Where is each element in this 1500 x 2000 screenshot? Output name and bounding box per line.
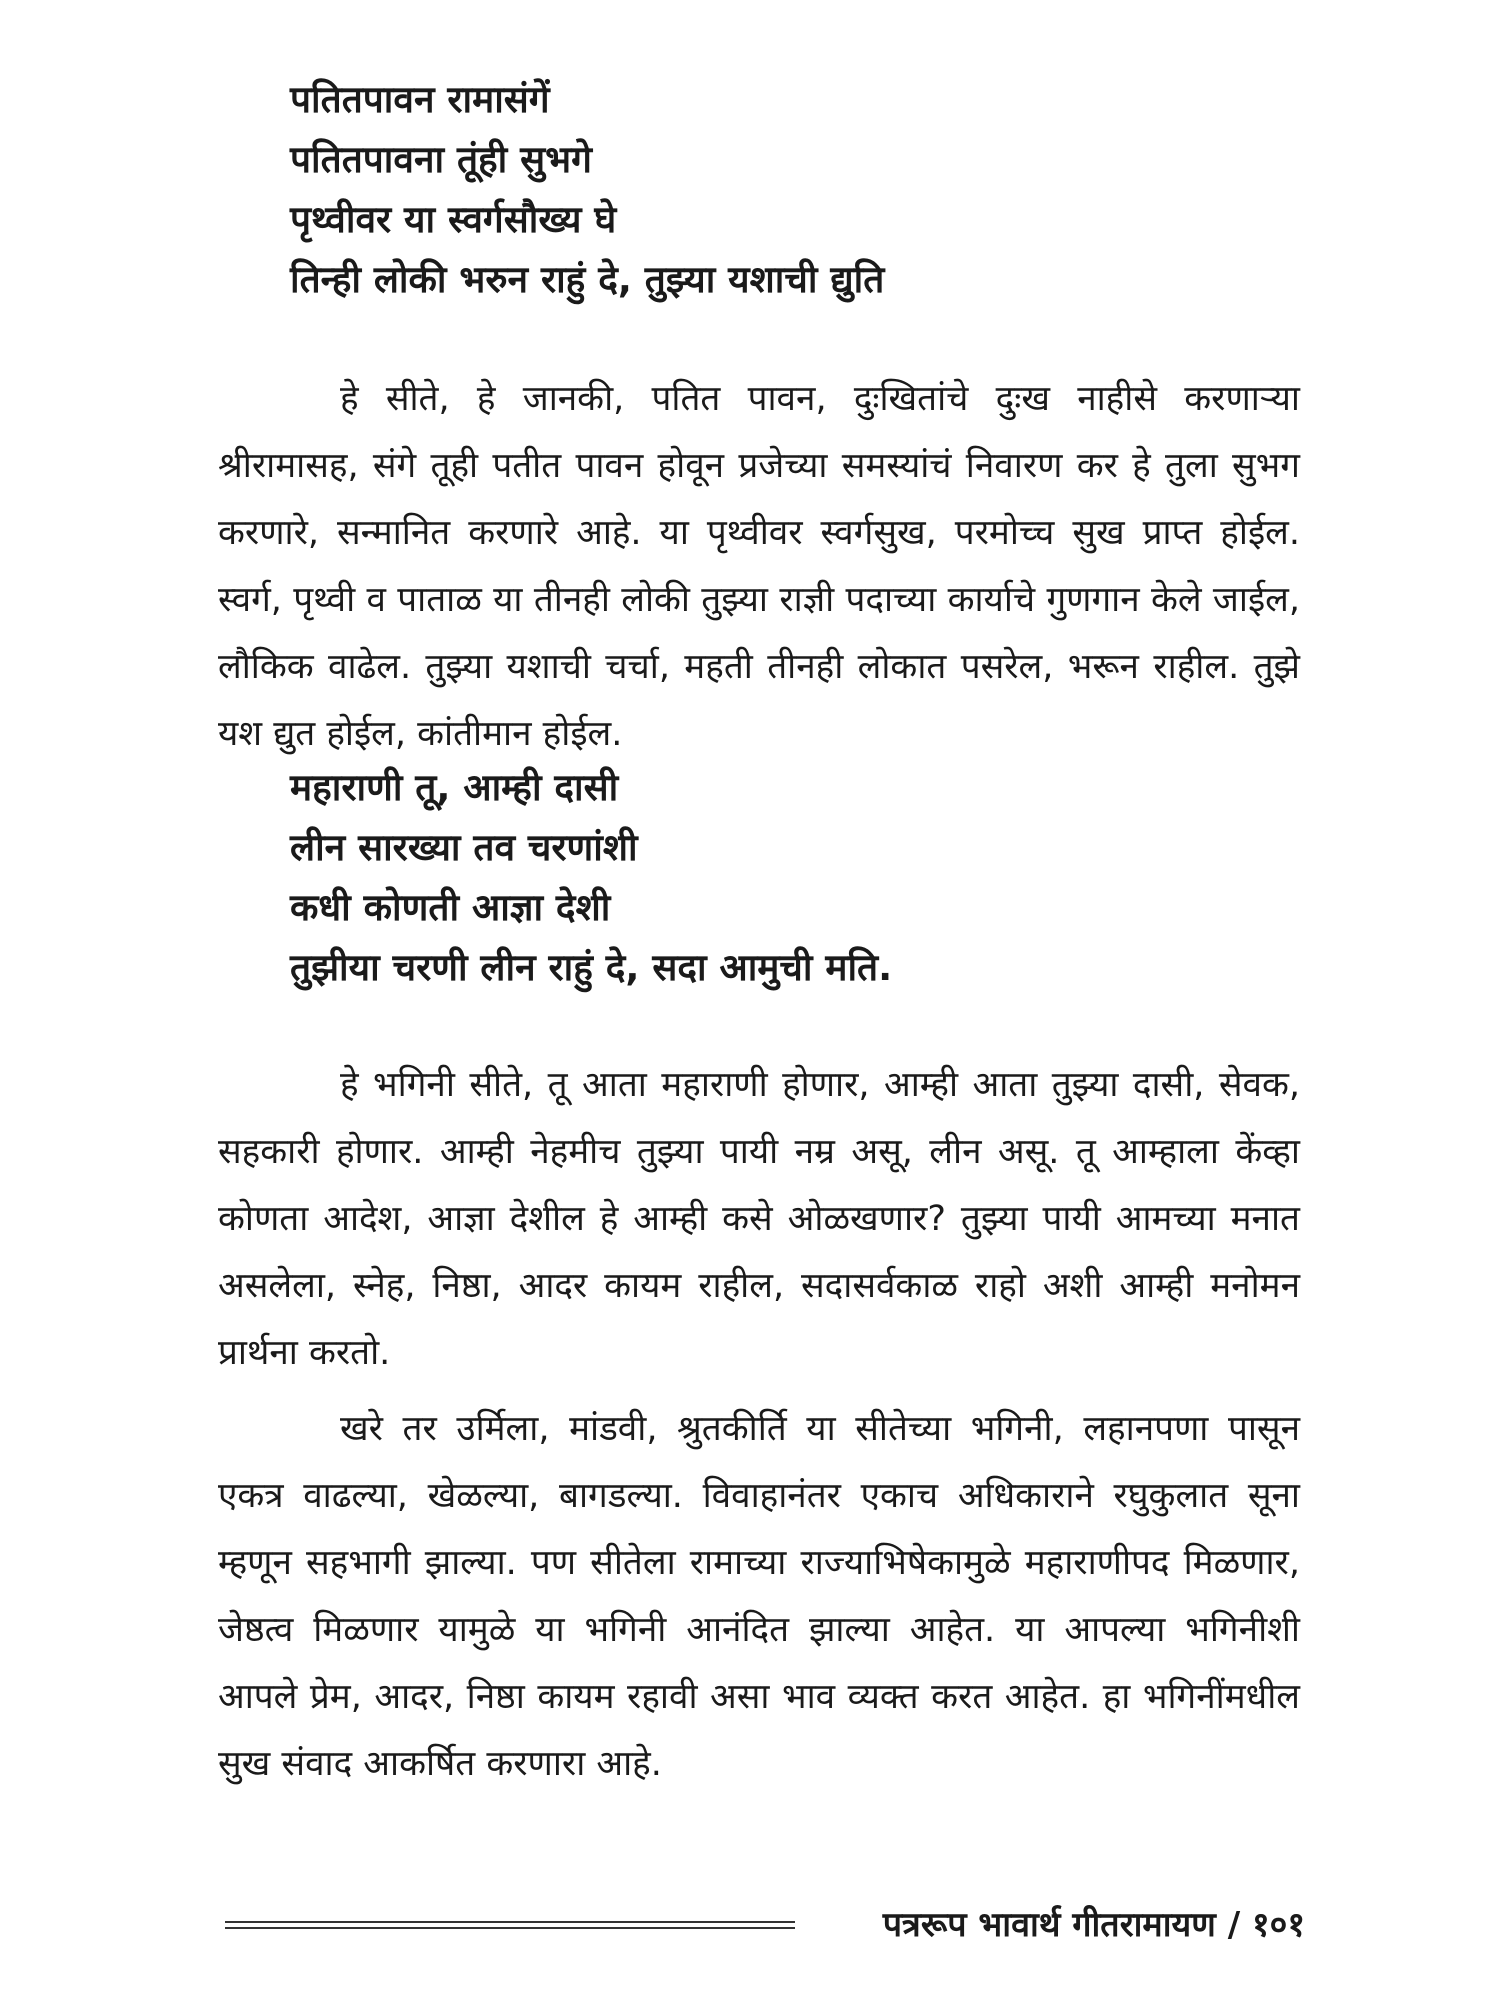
verse-stanza-2 [290, 758, 892, 998]
verse-line: महाराणी तू, आम्ही दासी [290, 766, 619, 809]
verse-line: कधी कोणती आज्ञा देशी [290, 886, 611, 929]
verse-line: तिन्ही लोकी भरुन राहुं दे, तुझ्या यशाची द्युति [290, 258, 885, 301]
commentary-paragraph-3: खरे तर उर्मिला, मांडवी, श्रुतकीर्ति या सीतेच्या भगिनी, लहानपणा पासून एकत्र वाढल्या, खेळल्या, बागडल्या. विवाहानंतर एकाच अधिकाराने रघुकुलात सूना म्हणून सहभागी झाल्या. पण सीतेला रामाच्या राज्याभिषेकामुळे महाराणीपद मिळणार, जेष्ठत्व मिळणार यामुळे या भगिनी आनंदित झाल्या आहेत. या आपल्या भगिनीशी आपले प्रेम, आदर, निष्ठा कायम रहावी असा भाव व्यक्त करत आहेत. हा भगिनींमधील सुख संवाद आकर्षित करणारा आहे. [218, 1409, 1300, 1784]
verse-line: पतितपावना तूंही सुभगे [290, 138, 593, 181]
verse-line: तुझीया चरणी लीन राहुं दे, सदा आमुची मति. [290, 946, 893, 989]
footer-separator: / [1227, 1905, 1241, 1945]
commentary-paragraph-2: हे भगिनी सीते, तू आता महाराणी होणार, आम्ही आता तुझ्या दासी, सेवक, सहकारी होणार. आम्ही नेहमीच तुझ्या पायी नम्र असू, लीन असू. तू आम्हाला केंव्हा कोणता आदेश, आज्ञा देशील हे आम्ही कसे ओळखणार? तुझ्या पायी आमच्या मनात असलेला, स्नेह, निष्ठा, आदर कायम राहील, सदासर्वकाळ राहो अशी आम्ही मनोमन प्रार्थना करतो. [218, 1065, 1300, 1373]
page-number: १०१ [1251, 1905, 1305, 1945]
verse-line: लीन सारख्या तव चरणांशी [290, 826, 638, 869]
page-footer [225, 1900, 1305, 1950]
commentary-paragraph-1: हे सीते, हे जानकी, पतित पावन, दुःखितांचे दुःख नाहीसे करणाऱ्या श्रीरामासह, संगे तूही पतीत पावन होवून प्रजेच्या समस्यांचं निवारण कर हे तुला सुभग करणारे, सन्मानित करणारे आहे. या पृथ्वीवर स्वर्गसुख, परमोच्च सुख प्राप्त होईल. स्वर्ग, पृथ्वी व पाताळ या तीनही लोकी तुझ्या राज्ञी पदाच्या कार्याचे गुणगान केले जाईल, लौकिक वाढेल. तुझ्या यशाची चर्चा, महती तीनही लोकात पसरेल, भरून राहील. तुझे यश द्युत होईल, कांतीमान होईल. [218, 379, 1300, 754]
footer-rule [225, 1927, 795, 1929]
footer-rule [225, 1921, 795, 1923]
footer-text [883, 1900, 1305, 1950]
verse-line: पतितपावन रामासंगें [290, 78, 550, 121]
book-title: पत्ररूप भावार्थ गीतरामायण [882, 1905, 1216, 1945]
verse-stanza-1 [290, 70, 884, 310]
verse-line: पृथ्वीवर या स्वर्गसौख्य घे [290, 198, 617, 241]
